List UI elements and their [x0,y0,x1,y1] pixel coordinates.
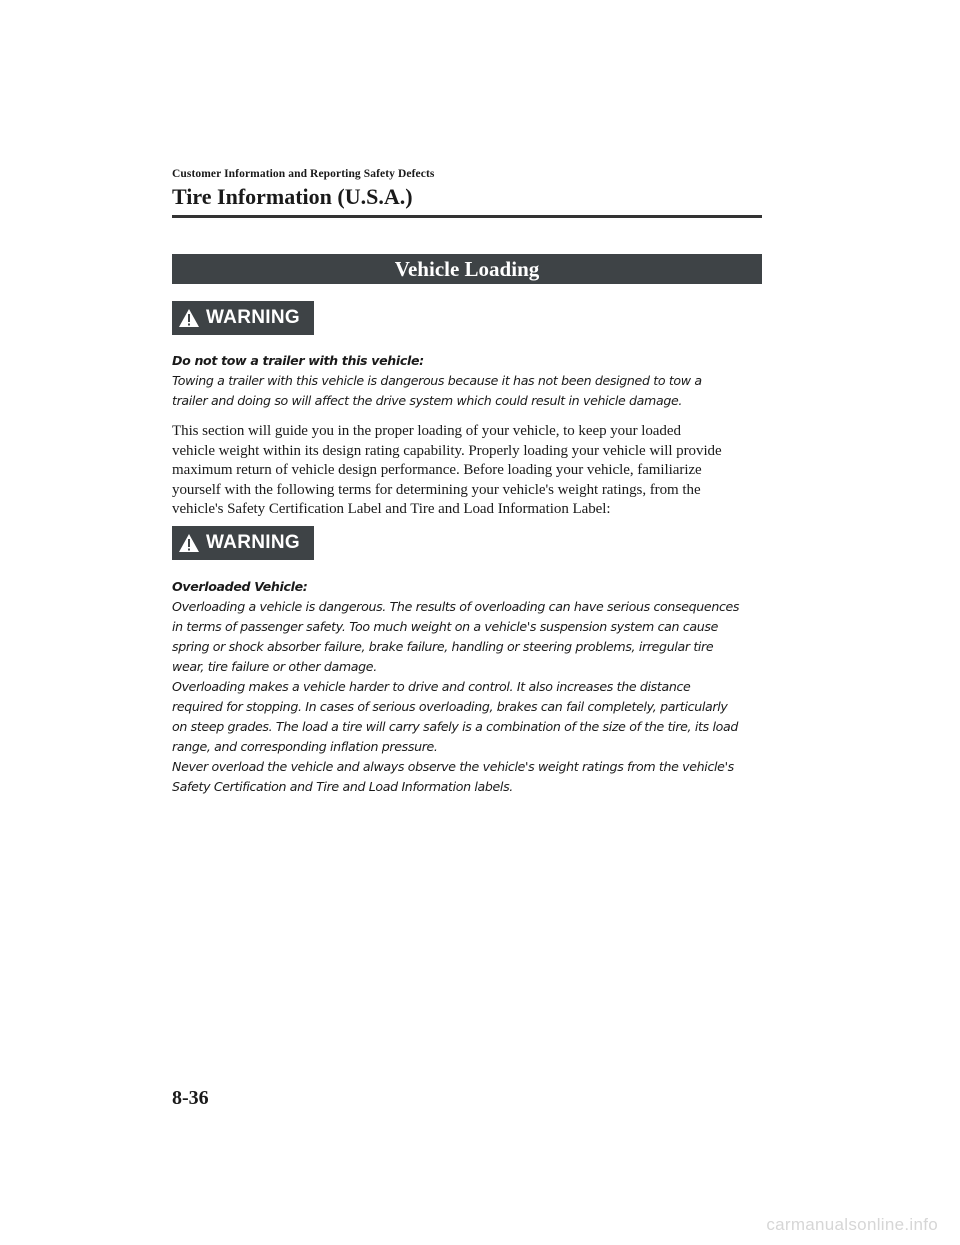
page-number: 8-36 [172,1087,209,1109]
title-divider [172,215,762,218]
warning-triangle-icon [178,308,200,328]
warning-label: WARNING [206,307,300,328]
warning-badge [172,526,314,560]
warning-line: Towing a trailer with this vehicle is dangerous because it has not been designed to tow a [172,373,702,388]
paragraph-line: maximum return of vehicle design performance. Before loading your vehicle, familiarize [172,462,702,478]
intro-paragraph [172,422,767,520]
warning-line: Overloading a vehicle is dangerous. The results of overloading can have serious consequences [172,599,740,614]
paragraph-line: This section will guide you in the proper loading of your vehicle, to keep your loaded [172,423,681,439]
topic-banner: Vehicle Loading [172,254,762,284]
warning-line: required for stopping. In cases of serious overloading, brakes can fail completely, particularly [172,699,728,714]
warning-heading: Do not tow a trailer with this vehicle: [172,353,424,368]
warning-line: in terms of passenger safety. Too much weight on a vehicle's suspension system can cause [172,619,719,634]
paragraph-line: vehicle weight within its design rating capability. Properly loading your vehicle will provide [172,442,722,459]
warning-line: range, and corresponding inflation pressure. [172,739,438,754]
warning-line: on steep grades. The load a tire will carry safely is a combination of the size of the tire, its load [172,719,738,734]
paragraph-line: yourself with the following terms for determining your vehicle's weight ratings, from the [172,481,701,498]
paragraph-line: vehicle's Safety Certification Label and Tire and Load Information Label: [172,501,611,517]
warning-label: WARNING [206,532,300,553]
warning-badge [172,301,314,335]
chapter-label: Customer Information and Reporting Safety Defects [172,168,435,180]
warning-heading: Overloaded Vehicle: [172,579,308,594]
section-title: Tire Information (U.S.A.) [172,184,413,209]
warning-text-overloaded [172,577,764,797]
watermark: carmanualsonline.info [766,1215,938,1234]
warning-text-trailer [172,351,764,411]
warning-line: wear, tire failure or other damage. [172,659,377,674]
warning-line: Safety Certification and Tire and Load Information labels. [172,779,513,794]
warning-line: trailer and doing so will affect the drive system which could result in vehicle damage. [172,393,683,408]
warning-line: Never overload the vehicle and always observe the vehicle's weight ratings from the vehicle's [172,759,734,774]
warning-triangle-icon [178,533,200,553]
warning-line: Overloading makes a vehicle harder to drive and control. It also increases the distance [172,679,691,694]
warning-line: spring or shock absorber failure, brake failure, handling or steering problems, irregular tire [172,639,714,654]
